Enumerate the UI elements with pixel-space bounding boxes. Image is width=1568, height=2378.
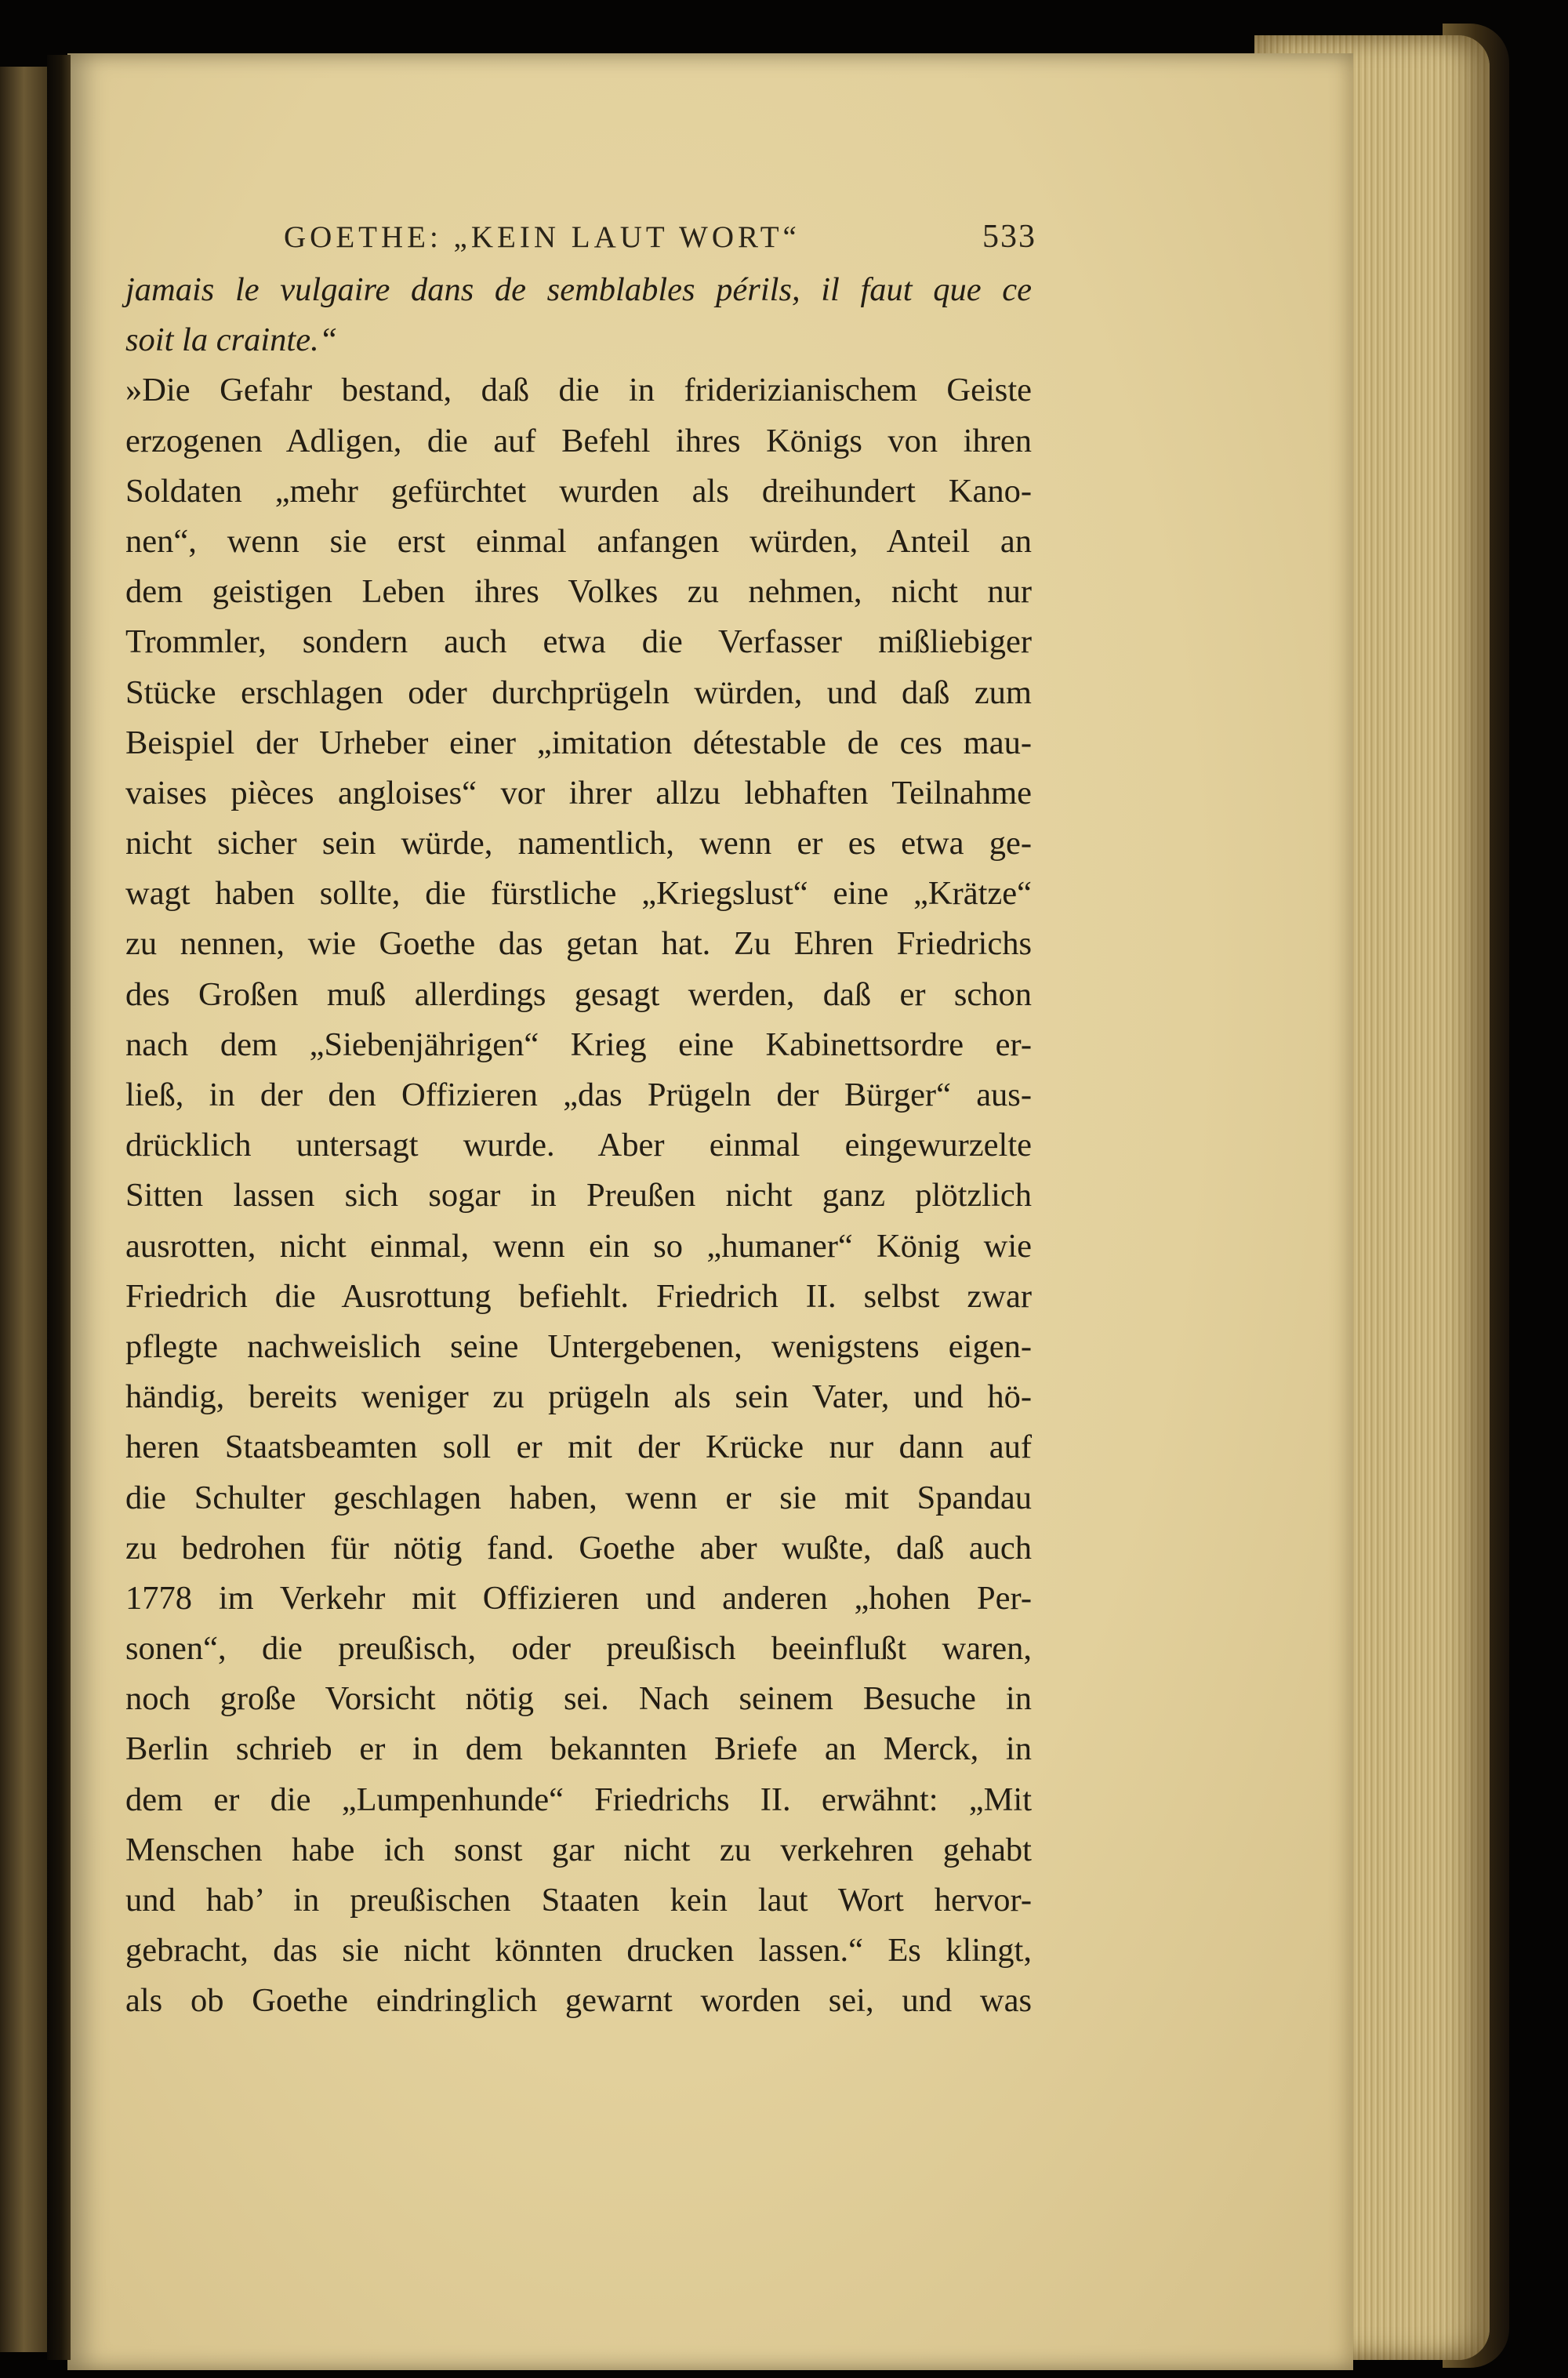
page-number: 533 — [982, 219, 1036, 255]
text-line: Berlin schrieb er in dem bekannten Briefe an Merck, in — [125, 1730, 1032, 1768]
text-line: nicht sicher sein würde, namentlich, wenn er es etwa ge- — [125, 825, 1032, 862]
text-line: drücklich untersagt wurde. Aber einmal eingewurzelte — [125, 1127, 1032, 1164]
running-title: GOETHE: „KEIN LAUT WORT“ — [284, 220, 800, 254]
text-line: wagt haben sollte, die fürstliche „Kriegslust“ eine „Krätze“ — [125, 875, 1032, 913]
text-line: dem er die „Lumpenhunde“ Friedrichs II. erwähnt: „Mit — [125, 1781, 1032, 1818]
text-line: noch große Vorsicht nötig sei. Nach seinem Besuche in — [125, 1680, 1032, 1718]
text-line: heren Staatsbeamten soll er mit der Krücke nur dann auf — [125, 1429, 1032, 1466]
text-line: Menschen habe ich sonst gar nicht zu verkehren gehabt — [125, 1831, 1032, 1868]
text-line: als ob Goethe eindringlich gewarnt worden sei, und was — [125, 1982, 1032, 2020]
text-line: jamais le vulgaire dans de semblables périls, il faut que ce — [125, 271, 1032, 308]
text-line: Sitten lassen sich sogar in Preußen nicht ganz plötzlich — [125, 1177, 1032, 1214]
text-line: nach dem „Siebenjährigen“ Krieg eine Kabinettsordre er- — [125, 1026, 1032, 1063]
text-line: ließ, in der den Offizieren „das Prügeln der Bürger“ aus- — [125, 1076, 1032, 1113]
text-line: zu nennen, wie Goethe das getan hat. Zu Ehren Friedrichs — [125, 925, 1032, 963]
text-line: Soldaten „mehr gefürchtet wurden als dreihundert Kano- — [125, 472, 1032, 510]
running-head — [284, 218, 1036, 256]
text-line: die Schulter geschlagen haben, wenn er sie mit Spandau — [125, 1479, 1032, 1516]
text-line: dem geistigen Leben ihres Volkes zu nehmen, nicht nur — [125, 573, 1032, 611]
text-line: soit la crainte.“ — [125, 321, 338, 359]
text-line: gebracht, das sie nicht könnten drucken lassen.“ Es klingt, — [125, 1932, 1032, 1970]
text-line: »Die Gefahr bestand, daß die in friderizianischem Geiste — [125, 372, 1032, 409]
text-line: vaises pièces angloises“ vor ihrer allzu lebhaften Teilnahme — [125, 774, 1032, 811]
text-line: sonen“, die preußisch, oder preußisch beeinflußt waren, — [125, 1630, 1032, 1668]
text-line: erzogenen Adligen, die auf Befehl ihres Königs von ihren — [125, 422, 1032, 459]
text-line: 1778 im Verkehr mit Offizieren und anderen „hohen Per- — [125, 1579, 1032, 1617]
text-line: pflegte nachweislich seine Untergebenen, wenigstens eigen- — [125, 1327, 1032, 1365]
text-line: Trommler, sondern auch etwa die Verfasser mißliebiger — [125, 623, 1032, 661]
text-line: und hab’ in preußischen Staaten kein laut Wort hervor- — [125, 1882, 1032, 1919]
text-line: ausrotten, nicht einmal, wenn ein so „humaner“ König wie — [125, 1227, 1032, 1265]
body-text — [125, 265, 1032, 2027]
text-line: zu bedrohen für nötig fand. Goethe aber wußte, daß auch — [125, 1529, 1032, 1567]
book-gutter — [47, 55, 71, 2360]
text-line: Stücke erschlagen oder durchprügeln würden, und daß zum — [125, 673, 1032, 711]
text-line: Beispiel der Urheber einer „imitation détestable de ces mau- — [125, 724, 1032, 761]
previous-page-edge — [0, 67, 53, 2352]
text-line: des Großen muß allerdings gesagt werden, daß er schon — [125, 975, 1032, 1013]
text-line: Friedrich die Ausrottung befiehlt. Friedrich II. selbst zwar — [125, 1277, 1032, 1315]
text-line: händig, bereits weniger zu prügeln als sein Vater, und hö- — [125, 1378, 1032, 1416]
text-line: nen“, wenn sie erst einmal anfangen würden, Anteil an — [125, 522, 1032, 560]
